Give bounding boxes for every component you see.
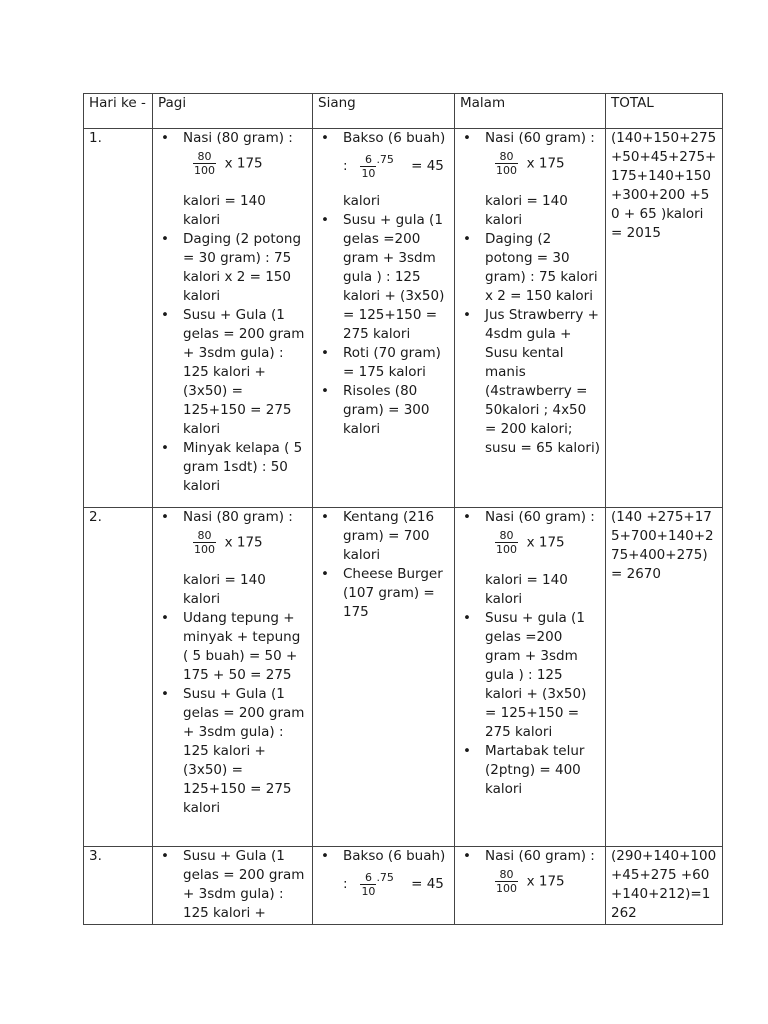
fraction-line xyxy=(343,866,449,902)
list-item: • Daging (2 potong = 30 gram) : 75 kalori x 2 = 150 kalori xyxy=(460,230,600,306)
total-cell: (290+140+100+45+275 +60+140+212)=1262 xyxy=(606,847,723,925)
pagi-cell xyxy=(153,129,313,508)
fraction-numerator: 6 xyxy=(360,153,376,167)
list-item xyxy=(318,847,449,902)
malam-list xyxy=(460,847,600,902)
list-item xyxy=(460,129,600,230)
fraction xyxy=(495,150,518,177)
item-text: kalori = 140 kalori xyxy=(183,193,266,228)
item-text: kalori = 140 kalori xyxy=(485,193,568,228)
siang-cell xyxy=(313,847,455,925)
list-item: • Susu + Gula (1 gelas = 200 gram + 3sdm gula) : 125 kalori + xyxy=(158,847,307,923)
day-number: 2. xyxy=(84,508,153,847)
fraction-denominator: 10 xyxy=(361,884,376,898)
header-pagi: Pagi xyxy=(153,94,313,129)
fraction-tail: x 175 xyxy=(526,873,565,890)
header-total: TOTAL xyxy=(606,94,723,129)
item-text: Nasi (80 gram) : xyxy=(183,509,293,525)
fraction-tail: = 45 xyxy=(411,158,444,174)
table-row xyxy=(84,847,723,925)
list-item: • Cheese Burger (107 gram) = 175 xyxy=(318,565,449,622)
siang-cell xyxy=(313,508,455,847)
table-row xyxy=(84,129,723,508)
fraction-numerator: 80 xyxy=(495,150,518,164)
item-text: kalori = 140 kalori xyxy=(485,572,568,607)
fraction-tail: x 175 xyxy=(224,534,263,551)
fraction-prefix: : xyxy=(343,158,348,174)
fraction-line xyxy=(485,527,600,563)
fraction-denominator: 100 xyxy=(496,543,517,556)
fraction-line xyxy=(485,866,600,902)
day-number: 1. xyxy=(84,129,153,508)
pagi-list xyxy=(158,847,307,923)
fraction-line xyxy=(485,148,600,184)
fraction-numerator: 6 xyxy=(360,871,376,885)
pagi-list xyxy=(158,508,307,818)
table-row xyxy=(84,508,723,847)
total-cell: (140 +275+175+700+140+275+400+275) = 2670 xyxy=(606,508,723,847)
item-text: Nasi (60 gram) : xyxy=(485,130,595,146)
item-text: Nasi (80 gram) : xyxy=(183,130,293,146)
malam-list xyxy=(460,508,600,799)
fraction xyxy=(495,868,518,895)
siang-list xyxy=(318,847,449,902)
fraction-denominator: 100 xyxy=(496,882,517,895)
fraction-denominator: 100 xyxy=(194,543,215,556)
item-text: Nasi (60 gram) : xyxy=(485,848,595,864)
header-day: Hari ke - xyxy=(84,94,153,129)
fraction xyxy=(193,529,216,556)
fraction-numerator: 80 xyxy=(193,529,216,543)
item-text: Bakso (6 buah) xyxy=(343,130,446,146)
fraction-denominator: 100 xyxy=(194,164,215,177)
list-item: • Jus Strawberry + 4sdm gula + Susu kental manis (4strawberry = 50kalori ; 4x50 = 200 kalori; susu = 65 kalori) xyxy=(460,306,600,458)
fraction-tail: x 175 xyxy=(526,155,565,172)
fraction-prefix: : xyxy=(343,876,348,892)
pagi-cell xyxy=(153,847,313,925)
malam-list xyxy=(460,129,600,458)
item-text: kalori = 140 kalori xyxy=(183,572,266,607)
malam-cell xyxy=(455,129,606,508)
list-item: • Martabak telur (2ptng) = 400 kalori xyxy=(460,742,600,799)
list-item: • Risoles (80 gram) = 300 kalori xyxy=(318,382,449,439)
day-number: 3. xyxy=(84,847,153,925)
fraction-numerator: 80 xyxy=(495,529,518,543)
siang-list xyxy=(318,508,449,622)
pagi-list xyxy=(158,129,307,496)
fraction-denominator: 10 xyxy=(361,166,376,180)
list-item: • Susu + gula (1 gelas =200 gram + 3sdm gula ) : 125 kalori + (3x50) = 125+150 = 275 kalori xyxy=(460,609,600,742)
fraction xyxy=(193,150,216,177)
pagi-cell xyxy=(153,508,313,847)
fraction-line xyxy=(183,527,307,563)
header-siang: Siang xyxy=(313,94,455,129)
fraction xyxy=(360,153,376,180)
siang-cell xyxy=(313,129,455,508)
siang-list xyxy=(318,129,449,439)
list-item: • Susu + Gula (1 gelas = 200 gram + 3sdm gula) : 125 kalori + (3x50) = 125+150 = 275 kalori xyxy=(158,685,307,818)
fraction xyxy=(495,529,518,556)
malam-cell xyxy=(455,847,606,925)
item-text: Bakso (6 buah) xyxy=(343,848,446,864)
fraction-tail: x 175 xyxy=(526,534,565,551)
list-item: • Daging (2 potong = 30 gram) : 75 kalori x 2 = 150 kalori xyxy=(158,230,307,306)
fraction-line xyxy=(183,148,307,184)
list-item: • Roti (70 gram) = 175 kalori xyxy=(318,344,449,382)
fraction xyxy=(360,871,376,898)
fraction-exponent: .75 xyxy=(376,153,394,166)
fraction-line xyxy=(343,148,449,184)
list-item: • Susu + Gula (1 gelas = 200 gram + 3sdm gula) : 125 kalori + (3x50) = 125+150 = 275 kalori xyxy=(158,306,307,439)
fraction-tail: = 45 xyxy=(411,876,444,892)
list-item xyxy=(158,129,307,230)
fraction-exponent: .75 xyxy=(376,871,394,884)
fraction-denominator: 100 xyxy=(496,164,517,177)
list-item: • Minyak kelapa ( 5 gram 1sdt) : 50 kalori xyxy=(158,439,307,496)
list-item xyxy=(318,129,449,211)
fraction-tail: x 175 xyxy=(224,155,263,172)
fraction-numerator: 80 xyxy=(495,868,518,882)
header-row xyxy=(84,94,723,129)
list-item: • Kentang (216 gram) = 700 kalori xyxy=(318,508,449,565)
fraction-numerator: 80 xyxy=(193,150,216,164)
total-cell: (140+150+275+50+45+275+175+140+150+300+200 +50 + 65 )kalori = 2015 xyxy=(606,129,723,508)
header-malam: Malam xyxy=(455,94,606,129)
list-item: • Susu + gula (1 gelas =200 gram + 3sdm gula ) : 125 kalori + (3x50) = 125+150 = 275 kalori xyxy=(318,211,449,344)
list-item: • Udang tepung + minyak + tepung ( 5 buah) = 50 + 175 + 50 = 275 xyxy=(158,609,307,685)
list-item xyxy=(460,508,600,609)
malam-cell xyxy=(455,508,606,847)
list-item xyxy=(158,508,307,609)
meal-calorie-table xyxy=(83,93,723,925)
item-text: kalori xyxy=(343,193,381,209)
item-text: Nasi (60 gram) : xyxy=(485,509,595,525)
list-item xyxy=(460,847,600,902)
